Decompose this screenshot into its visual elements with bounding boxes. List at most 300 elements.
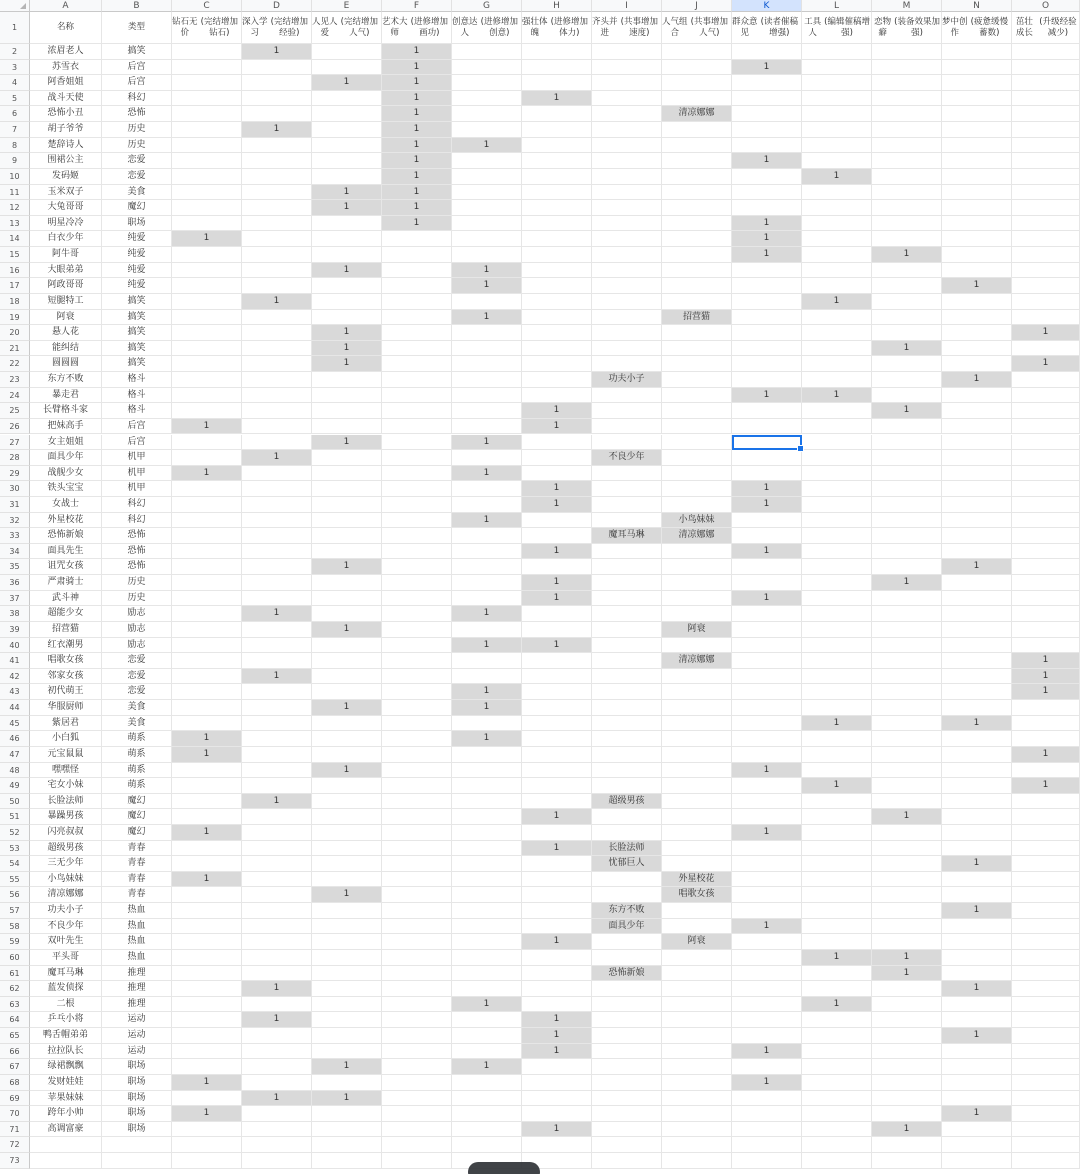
cell-i57[interactable]: 东方不败 <box>592 903 662 919</box>
cell-o57[interactable] <box>1012 903 1080 919</box>
cell-h52[interactable] <box>522 825 592 841</box>
cell-b51[interactable]: 魔幻 <box>102 809 172 825</box>
cell-m53[interactable] <box>872 841 942 857</box>
cell-k53[interactable] <box>732 841 802 857</box>
cell-d20[interactable] <box>242 325 312 341</box>
cell-i49[interactable] <box>592 778 662 794</box>
cell-f37[interactable] <box>382 591 452 607</box>
cell-a60[interactable]: 平头哥 <box>30 950 102 966</box>
cell-o26[interactable] <box>1012 419 1080 435</box>
cell-o38[interactable] <box>1012 606 1080 622</box>
cell-n32[interactable] <box>942 513 1012 529</box>
cell-i5[interactable] <box>592 91 662 107</box>
cell-e3[interactable] <box>312 60 382 76</box>
cell-g26[interactable] <box>452 419 522 435</box>
cell-a50[interactable]: 长脸法师 <box>30 794 102 810</box>
row-header-63[interactable]: 63 <box>0 997 30 1013</box>
cell-h31[interactable]: 1 <box>522 497 592 513</box>
cell-g41[interactable] <box>452 653 522 669</box>
cell-i64[interactable] <box>592 1012 662 1028</box>
cell-b62[interactable]: 推理 <box>102 981 172 997</box>
cell-b2[interactable]: 搞笑 <box>102 44 172 60</box>
cell-h13[interactable] <box>522 216 592 232</box>
cell-h24[interactable] <box>522 388 592 404</box>
row-header-38[interactable]: 38 <box>0 606 30 622</box>
cell-e33[interactable] <box>312 528 382 544</box>
cell-m46[interactable] <box>872 731 942 747</box>
cell-g12[interactable] <box>452 200 522 216</box>
cell-i11[interactable] <box>592 185 662 201</box>
cell-f64[interactable] <box>382 1012 452 1028</box>
column-header-m[interactable]: M <box>872 0 942 12</box>
cell-g69[interactable] <box>452 1091 522 1107</box>
cell-a34[interactable]: 面具先生 <box>30 544 102 560</box>
column-header-d[interactable]: D <box>242 0 312 12</box>
row-header-34[interactable]: 34 <box>0 544 30 560</box>
cell-e18[interactable] <box>312 294 382 310</box>
cell-m66[interactable] <box>872 1044 942 1060</box>
cell-i10[interactable] <box>592 169 662 185</box>
cell-k27[interactable] <box>732 435 802 451</box>
cell-l7[interactable] <box>802 122 872 138</box>
cell-c42[interactable] <box>172 669 242 685</box>
cell-f19[interactable] <box>382 310 452 326</box>
cell-g62[interactable] <box>452 981 522 997</box>
cell-e7[interactable] <box>312 122 382 138</box>
cell-e20[interactable]: 1 <box>312 325 382 341</box>
cell-d7[interactable]: 1 <box>242 122 312 138</box>
cell-i62[interactable] <box>592 981 662 997</box>
cell-d32[interactable] <box>242 513 312 529</box>
cell-m48[interactable] <box>872 763 942 779</box>
cell-n21[interactable] <box>942 341 1012 357</box>
cell-j2[interactable] <box>662 44 732 60</box>
cell-f33[interactable] <box>382 528 452 544</box>
cell-g53[interactable] <box>452 841 522 857</box>
column-header-h[interactable]: H <box>522 0 592 12</box>
cell-m8[interactable] <box>872 138 942 154</box>
cell-a44[interactable]: 华服厨师 <box>30 700 102 716</box>
cell-l73[interactable] <box>802 1153 872 1169</box>
cell-f35[interactable] <box>382 559 452 575</box>
cell-h25[interactable]: 1 <box>522 403 592 419</box>
cell-i41[interactable] <box>592 653 662 669</box>
cell-o27[interactable] <box>1012 435 1080 451</box>
cell-d44[interactable] <box>242 700 312 716</box>
cell-i36[interactable] <box>592 575 662 591</box>
cell-k70[interactable] <box>732 1106 802 1122</box>
cell-m52[interactable] <box>872 825 942 841</box>
cell-h50[interactable] <box>522 794 592 810</box>
cell-j55[interactable]: 外星校花 <box>662 872 732 888</box>
cell-e39[interactable]: 1 <box>312 622 382 638</box>
cell-g10[interactable] <box>452 169 522 185</box>
cell-b9[interactable]: 恋爱 <box>102 153 172 169</box>
cell-j62[interactable] <box>662 981 732 997</box>
cell-k61[interactable] <box>732 966 802 982</box>
column-header-l[interactable]: L <box>802 0 872 12</box>
cell-b15[interactable]: 纯爱 <box>102 247 172 263</box>
cell-b18[interactable]: 搞笑 <box>102 294 172 310</box>
cell-d57[interactable] <box>242 903 312 919</box>
cell-b6[interactable]: 恐怖 <box>102 106 172 122</box>
cell-i51[interactable] <box>592 809 662 825</box>
cell-l62[interactable] <box>802 981 872 997</box>
cell-b21[interactable]: 搞笑 <box>102 341 172 357</box>
row-header-39[interactable]: 39 <box>0 622 30 638</box>
cell-n28[interactable] <box>942 450 1012 466</box>
cell-m47[interactable] <box>872 747 942 763</box>
cell-c9[interactable] <box>172 153 242 169</box>
cell-g5[interactable] <box>452 91 522 107</box>
cell-b20[interactable]: 搞笑 <box>102 325 172 341</box>
cell-a18[interactable]: 短腿特工 <box>30 294 102 310</box>
cell-d27[interactable] <box>242 435 312 451</box>
cell-h51[interactable]: 1 <box>522 809 592 825</box>
cell-n3[interactable] <box>942 60 1012 76</box>
cell-d29[interactable] <box>242 466 312 482</box>
cell-l55[interactable] <box>802 872 872 888</box>
cell-k25[interactable] <box>732 403 802 419</box>
cell-g61[interactable] <box>452 966 522 982</box>
cell-f50[interactable] <box>382 794 452 810</box>
row-header-70[interactable]: 70 <box>0 1106 30 1122</box>
cell-i17[interactable] <box>592 278 662 294</box>
cell-n30[interactable] <box>942 481 1012 497</box>
header-cell-h[interactable] <box>522 12 592 44</box>
cell-e22[interactable]: 1 <box>312 356 382 372</box>
cell-l17[interactable] <box>802 278 872 294</box>
cell-c30[interactable] <box>172 481 242 497</box>
cell-c20[interactable] <box>172 325 242 341</box>
cell-d73[interactable] <box>242 1153 312 1169</box>
cell-k20[interactable] <box>732 325 802 341</box>
cell-e2[interactable] <box>312 44 382 60</box>
cell-m59[interactable] <box>872 934 942 950</box>
cell-e56[interactable]: 1 <box>312 887 382 903</box>
cell-h22[interactable] <box>522 356 592 372</box>
cell-d19[interactable] <box>242 310 312 326</box>
cell-c43[interactable] <box>172 684 242 700</box>
row-header-28[interactable]: 28 <box>0 450 30 466</box>
cell-f6[interactable]: 1 <box>382 106 452 122</box>
cell-e31[interactable] <box>312 497 382 513</box>
cell-n5[interactable] <box>942 91 1012 107</box>
cell-c69[interactable] <box>172 1091 242 1107</box>
cell-b36[interactable]: 历史 <box>102 575 172 591</box>
cell-c17[interactable] <box>172 278 242 294</box>
row-header-30[interactable]: 30 <box>0 481 30 497</box>
cell-h7[interactable] <box>522 122 592 138</box>
cell-a10[interactable]: 发码姬 <box>30 169 102 185</box>
cell-j50[interactable] <box>662 794 732 810</box>
cell-l35[interactable] <box>802 559 872 575</box>
cell-g28[interactable] <box>452 450 522 466</box>
cell-d18[interactable]: 1 <box>242 294 312 310</box>
cell-n62[interactable]: 1 <box>942 981 1012 997</box>
cell-o60[interactable] <box>1012 950 1080 966</box>
column-header-b[interactable]: B <box>102 0 172 12</box>
cell-n2[interactable] <box>942 44 1012 60</box>
cell-e62[interactable] <box>312 981 382 997</box>
cell-a42[interactable]: 邻家女孩 <box>30 669 102 685</box>
cell-g21[interactable] <box>452 341 522 357</box>
cell-f61[interactable] <box>382 966 452 982</box>
cell-b25[interactable]: 格斗 <box>102 403 172 419</box>
cell-o48[interactable] <box>1012 763 1080 779</box>
cell-l69[interactable] <box>802 1091 872 1107</box>
cell-j33[interactable]: 清凉娜娜 <box>662 528 732 544</box>
cell-o29[interactable] <box>1012 466 1080 482</box>
cell-c36[interactable] <box>172 575 242 591</box>
cell-k28[interactable] <box>732 450 802 466</box>
cell-d67[interactable] <box>242 1059 312 1075</box>
cell-o55[interactable] <box>1012 872 1080 888</box>
row-header-9[interactable]: 9 <box>0 153 30 169</box>
cell-a5[interactable]: 战斗天使 <box>30 91 102 107</box>
cell-d65[interactable] <box>242 1028 312 1044</box>
cell-n27[interactable] <box>942 435 1012 451</box>
cell-f11[interactable]: 1 <box>382 185 452 201</box>
cell-o33[interactable] <box>1012 528 1080 544</box>
cell-m17[interactable] <box>872 278 942 294</box>
cell-f17[interactable] <box>382 278 452 294</box>
row-header-43[interactable]: 43 <box>0 684 30 700</box>
cell-n66[interactable] <box>942 1044 1012 1060</box>
cell-d71[interactable] <box>242 1122 312 1138</box>
cell-j37[interactable] <box>662 591 732 607</box>
cell-l20[interactable] <box>802 325 872 341</box>
cell-o34[interactable] <box>1012 544 1080 560</box>
cell-e35[interactable]: 1 <box>312 559 382 575</box>
cell-j7[interactable] <box>662 122 732 138</box>
cell-g68[interactable] <box>452 1075 522 1091</box>
cell-k41[interactable] <box>732 653 802 669</box>
cell-o17[interactable] <box>1012 278 1080 294</box>
cell-n64[interactable] <box>942 1012 1012 1028</box>
cell-m15[interactable]: 1 <box>872 247 942 263</box>
cell-a73[interactable] <box>30 1153 102 1169</box>
cell-f23[interactable] <box>382 372 452 388</box>
cell-k18[interactable] <box>732 294 802 310</box>
cell-c19[interactable] <box>172 310 242 326</box>
cell-j71[interactable] <box>662 1122 732 1138</box>
cell-i73[interactable] <box>592 1153 662 1169</box>
cell-c46[interactable]: 1 <box>172 731 242 747</box>
row-header-48[interactable]: 48 <box>0 763 30 779</box>
cell-b56[interactable]: 青春 <box>102 887 172 903</box>
cell-m20[interactable] <box>872 325 942 341</box>
cell-f67[interactable] <box>382 1059 452 1075</box>
cell-b42[interactable]: 恋爱 <box>102 669 172 685</box>
cell-o46[interactable] <box>1012 731 1080 747</box>
cell-k65[interactable] <box>732 1028 802 1044</box>
cell-f38[interactable] <box>382 606 452 622</box>
cell-k30[interactable]: 1 <box>732 481 802 497</box>
cell-n40[interactable] <box>942 638 1012 654</box>
cell-c25[interactable] <box>172 403 242 419</box>
row-header-25[interactable]: 25 <box>0 403 30 419</box>
cell-i16[interactable] <box>592 263 662 279</box>
cell-g51[interactable] <box>452 809 522 825</box>
cell-i4[interactable] <box>592 75 662 91</box>
cell-j20[interactable] <box>662 325 732 341</box>
row-header-67[interactable]: 67 <box>0 1059 30 1075</box>
cell-i40[interactable] <box>592 638 662 654</box>
cell-h62[interactable] <box>522 981 592 997</box>
cell-j35[interactable] <box>662 559 732 575</box>
cell-l9[interactable] <box>802 153 872 169</box>
cell-n18[interactable] <box>942 294 1012 310</box>
cell-j56[interactable]: 唱歌女孩 <box>662 887 732 903</box>
cell-k44[interactable] <box>732 700 802 716</box>
cell-i68[interactable] <box>592 1075 662 1091</box>
row-header-13[interactable]: 13 <box>0 216 30 232</box>
cell-a27[interactable]: 女主姐姐 <box>30 435 102 451</box>
cell-f15[interactable] <box>382 247 452 263</box>
cell-j60[interactable] <box>662 950 732 966</box>
cell-c26[interactable]: 1 <box>172 419 242 435</box>
cell-j21[interactable] <box>662 341 732 357</box>
cell-d10[interactable] <box>242 169 312 185</box>
row-header-8[interactable]: 8 <box>0 138 30 154</box>
cell-o70[interactable] <box>1012 1106 1080 1122</box>
cell-g66[interactable] <box>452 1044 522 1060</box>
header-cell-k[interactable] <box>732 12 802 44</box>
cell-j10[interactable] <box>662 169 732 185</box>
cell-h14[interactable] <box>522 231 592 247</box>
cell-g59[interactable] <box>452 934 522 950</box>
cell-k9[interactable]: 1 <box>732 153 802 169</box>
cell-k62[interactable] <box>732 981 802 997</box>
cell-g72[interactable] <box>452 1137 522 1153</box>
cell-i53[interactable]: 长脸法师 <box>592 841 662 857</box>
cell-n56[interactable] <box>942 887 1012 903</box>
cell-c67[interactable] <box>172 1059 242 1075</box>
cell-a49[interactable]: 宅女小妹 <box>30 778 102 794</box>
cell-l27[interactable] <box>802 435 872 451</box>
cell-e52[interactable] <box>312 825 382 841</box>
cell-e69[interactable]: 1 <box>312 1091 382 1107</box>
cell-k57[interactable] <box>732 903 802 919</box>
cell-j18[interactable] <box>662 294 732 310</box>
cell-e49[interactable] <box>312 778 382 794</box>
cell-m14[interactable] <box>872 231 942 247</box>
cell-e12[interactable]: 1 <box>312 200 382 216</box>
cell-a25[interactable]: 长臂格斗家 <box>30 403 102 419</box>
cell-m29[interactable] <box>872 466 942 482</box>
cell-n35[interactable]: 1 <box>942 559 1012 575</box>
cell-a16[interactable]: 大眼弟弟 <box>30 263 102 279</box>
cell-n22[interactable] <box>942 356 1012 372</box>
cell-e8[interactable] <box>312 138 382 154</box>
cell-h56[interactable] <box>522 887 592 903</box>
cell-n29[interactable] <box>942 466 1012 482</box>
cell-a45[interactable]: 紫居君 <box>30 716 102 732</box>
cell-l68[interactable] <box>802 1075 872 1091</box>
cell-l34[interactable] <box>802 544 872 560</box>
cell-g3[interactable] <box>452 60 522 76</box>
cell-n48[interactable] <box>942 763 1012 779</box>
cell-g67[interactable]: 1 <box>452 1059 522 1075</box>
cell-e68[interactable] <box>312 1075 382 1091</box>
cell-b65[interactable]: 运动 <box>102 1028 172 1044</box>
cell-h16[interactable] <box>522 263 592 279</box>
cell-h19[interactable] <box>522 310 592 326</box>
cell-f71[interactable] <box>382 1122 452 1138</box>
cell-g22[interactable] <box>452 356 522 372</box>
cell-n25[interactable] <box>942 403 1012 419</box>
cell-i30[interactable] <box>592 481 662 497</box>
cell-f36[interactable] <box>382 575 452 591</box>
header-cell-g[interactable] <box>452 12 522 44</box>
cell-o5[interactable] <box>1012 91 1080 107</box>
cell-l3[interactable] <box>802 60 872 76</box>
cell-n14[interactable] <box>942 231 1012 247</box>
cell-o72[interactable] <box>1012 1137 1080 1153</box>
cell-m31[interactable] <box>872 497 942 513</box>
cell-d6[interactable] <box>242 106 312 122</box>
cell-c54[interactable] <box>172 856 242 872</box>
cell-l53[interactable] <box>802 841 872 857</box>
cell-l26[interactable] <box>802 419 872 435</box>
cell-h6[interactable] <box>522 106 592 122</box>
cell-l41[interactable] <box>802 653 872 669</box>
cell-d28[interactable]: 1 <box>242 450 312 466</box>
cell-o45[interactable] <box>1012 716 1080 732</box>
cell-b47[interactable]: 萌系 <box>102 747 172 763</box>
cell-f44[interactable] <box>382 700 452 716</box>
cell-c3[interactable] <box>172 60 242 76</box>
cell-m72[interactable] <box>872 1137 942 1153</box>
cell-i39[interactable] <box>592 622 662 638</box>
header-cell-f[interactable] <box>382 12 452 44</box>
cell-b43[interactable]: 恋爱 <box>102 684 172 700</box>
cell-e13[interactable] <box>312 216 382 232</box>
cell-d33[interactable] <box>242 528 312 544</box>
cell-o9[interactable] <box>1012 153 1080 169</box>
cell-k39[interactable] <box>732 622 802 638</box>
cell-n70[interactable]: 1 <box>942 1106 1012 1122</box>
cell-o36[interactable] <box>1012 575 1080 591</box>
cell-f52[interactable] <box>382 825 452 841</box>
cell-g38[interactable]: 1 <box>452 606 522 622</box>
cell-d26[interactable] <box>242 419 312 435</box>
cell-m35[interactable] <box>872 559 942 575</box>
cell-c37[interactable] <box>172 591 242 607</box>
cell-l14[interactable] <box>802 231 872 247</box>
cell-i37[interactable] <box>592 591 662 607</box>
cell-h10[interactable] <box>522 169 592 185</box>
row-header-15[interactable]: 15 <box>0 247 30 263</box>
cell-k63[interactable] <box>732 997 802 1013</box>
cell-b63[interactable]: 推理 <box>102 997 172 1013</box>
row-header-72[interactable]: 72 <box>0 1137 30 1153</box>
cell-c10[interactable] <box>172 169 242 185</box>
cell-e21[interactable]: 1 <box>312 341 382 357</box>
cell-k48[interactable]: 1 <box>732 763 802 779</box>
cell-j66[interactable] <box>662 1044 732 1060</box>
cell-n11[interactable] <box>942 185 1012 201</box>
cell-n37[interactable] <box>942 591 1012 607</box>
cell-e17[interactable] <box>312 278 382 294</box>
cell-k15[interactable]: 1 <box>732 247 802 263</box>
cell-k12[interactable] <box>732 200 802 216</box>
cell-l18[interactable]: 1 <box>802 294 872 310</box>
cell-c7[interactable] <box>172 122 242 138</box>
cell-o62[interactable] <box>1012 981 1080 997</box>
cell-j51[interactable] <box>662 809 732 825</box>
